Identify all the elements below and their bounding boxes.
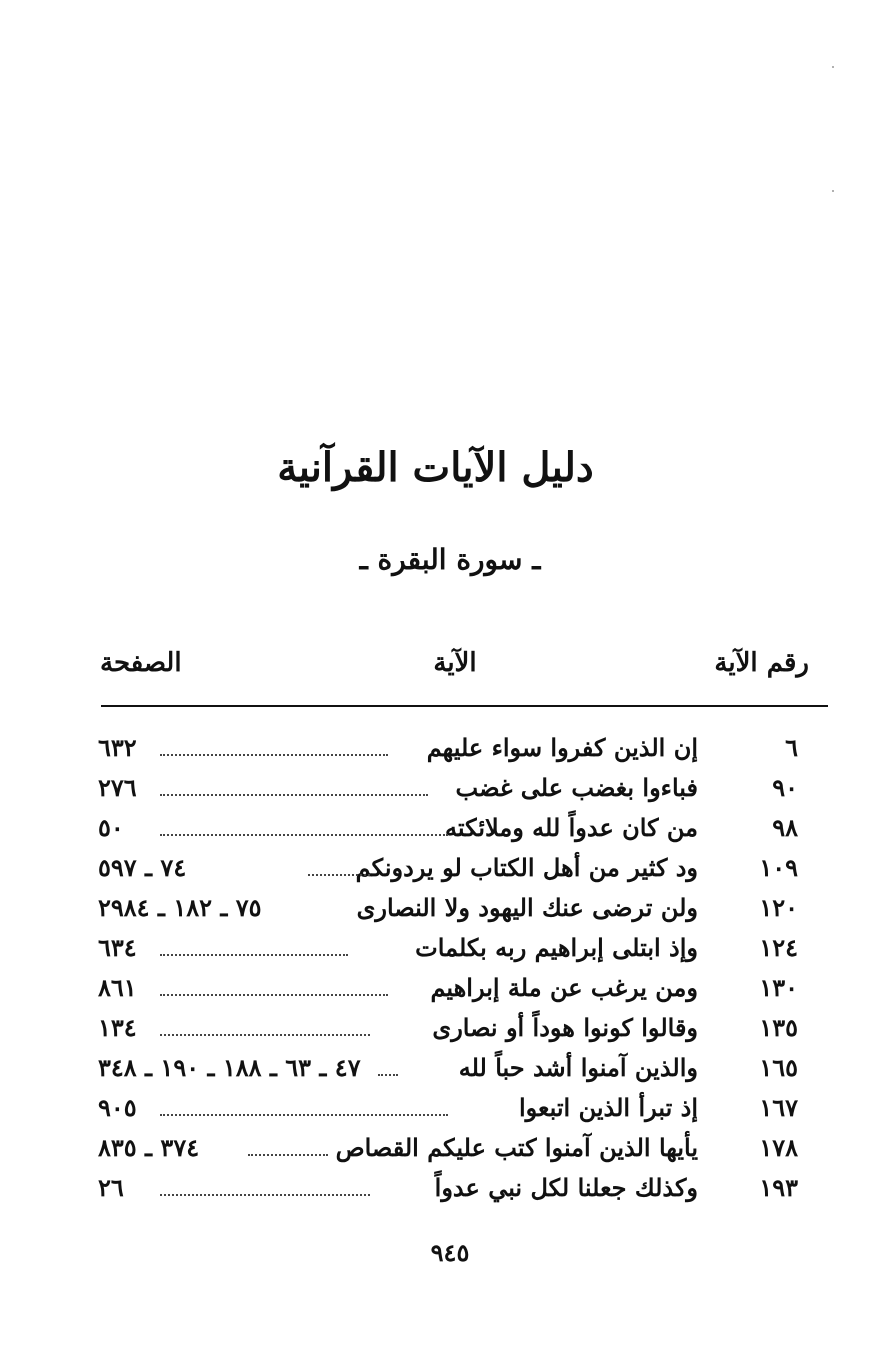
column-header-page: الصفحة bbox=[100, 648, 182, 678]
verse-text: إن الذين كفروا سواء عليهم bbox=[426, 733, 698, 762]
dot-leader bbox=[160, 954, 348, 956]
page-refs: ٢٧٦ bbox=[98, 773, 137, 802]
dot-leader bbox=[160, 1194, 370, 1196]
dot-leader bbox=[160, 1114, 448, 1116]
page-refs: ٦٣٢ bbox=[98, 733, 137, 762]
index-row bbox=[98, 728, 798, 768]
index-row bbox=[98, 1088, 798, 1128]
verse-number: ١٧٨ bbox=[759, 1133, 798, 1162]
header-rule bbox=[101, 705, 828, 707]
column-header-verse-number: رقم الآية bbox=[714, 648, 809, 678]
index-row bbox=[98, 768, 798, 808]
index-row bbox=[98, 1128, 798, 1168]
page-refs: ٤٧ ـ ٦٣ ـ ١٨٨ ـ ١٩٠ ـ ٣٤٨ bbox=[98, 1053, 361, 1082]
verse-text: وكذلك جعلنا لكل نبي عدواً bbox=[434, 1173, 698, 1202]
verse-text: والذين آمنوا أشد حباً لله bbox=[458, 1053, 698, 1082]
verse-number: ١٠٩ bbox=[759, 853, 798, 882]
dot-leader bbox=[160, 994, 388, 996]
page-refs: ٩٠٥ bbox=[98, 1093, 137, 1122]
page-refs: ٦٣٤ bbox=[98, 933, 137, 962]
dot-leader bbox=[160, 794, 428, 796]
verse-text: فباءوا بغضب على غضب bbox=[455, 773, 698, 802]
page-speck bbox=[832, 190, 834, 192]
verse-text: يأيها الذين آمنوا كتب عليكم القصاص bbox=[335, 1133, 698, 1162]
dot-leader bbox=[308, 874, 370, 876]
index-row bbox=[98, 968, 798, 1008]
page-refs: ٧٤ ـ ٥٩٧ bbox=[98, 853, 187, 882]
index-row bbox=[98, 1168, 798, 1208]
verse-text: وقالوا كونوا هوداً أو نصارى bbox=[432, 1013, 698, 1042]
verse-number: ١٢٠ bbox=[759, 893, 798, 922]
verse-text: وإذ ابتلى إبراهيم ربه بكلمات bbox=[415, 933, 698, 962]
verse-number: ١٩٣ bbox=[759, 1173, 798, 1202]
verse-number: ١٣٠ bbox=[759, 973, 798, 1002]
surah-heading: ـ سورة البقرة ـ bbox=[359, 543, 541, 576]
dot-leader bbox=[160, 754, 388, 756]
column-header-verse: الآية bbox=[433, 648, 477, 678]
page-refs: ٨٦١ bbox=[98, 973, 137, 1002]
verse-text: إذ تبرأ الذين اتبعوا bbox=[518, 1093, 698, 1122]
dot-leader bbox=[160, 1034, 370, 1036]
index-row bbox=[98, 928, 798, 968]
page-refs: ١٣٤ bbox=[98, 1013, 137, 1042]
page-speck bbox=[832, 66, 834, 68]
dot-leader bbox=[248, 1154, 328, 1156]
page-refs: ٧٥ ـ ١٨٢ ـ ٢٩٨٤ bbox=[98, 893, 262, 922]
verse-number: ٩٨ bbox=[772, 813, 798, 842]
verse-number: ١٦٥ bbox=[759, 1053, 798, 1082]
verse-number: ١٢٤ bbox=[759, 933, 798, 962]
verse-text: ود كثير من أهل الكتاب لو يردونكم bbox=[355, 853, 698, 882]
verse-number: ١٦٧ bbox=[759, 1093, 798, 1122]
index-row bbox=[98, 1008, 798, 1048]
verse-text: ولن ترضى عنك اليهود ولا النصارى bbox=[356, 893, 698, 922]
page-refs: ٢٦ bbox=[98, 1173, 124, 1202]
verse-text: من كان عدواً لله وملائكته bbox=[444, 813, 698, 842]
page-refs: ٥٠ bbox=[98, 813, 124, 842]
index-row bbox=[98, 808, 798, 848]
index-row bbox=[98, 1048, 798, 1088]
dot-leader bbox=[378, 1074, 398, 1076]
verse-number: ٩٠ bbox=[772, 773, 798, 802]
page-title: دليل الآيات القرآنية bbox=[277, 444, 594, 491]
page-number: ٩٤٥ bbox=[430, 1238, 470, 1267]
verse-text: ومن يرغب عن ملة إبراهيم bbox=[430, 973, 698, 1002]
verse-number: ١٣٥ bbox=[759, 1013, 798, 1042]
index-row bbox=[98, 848, 798, 888]
page-refs: ٣٧٤ ـ ٨٣٥ bbox=[98, 1133, 200, 1162]
index-row bbox=[98, 888, 798, 928]
verse-number: ٦ bbox=[785, 733, 798, 762]
dot-leader bbox=[160, 834, 448, 836]
